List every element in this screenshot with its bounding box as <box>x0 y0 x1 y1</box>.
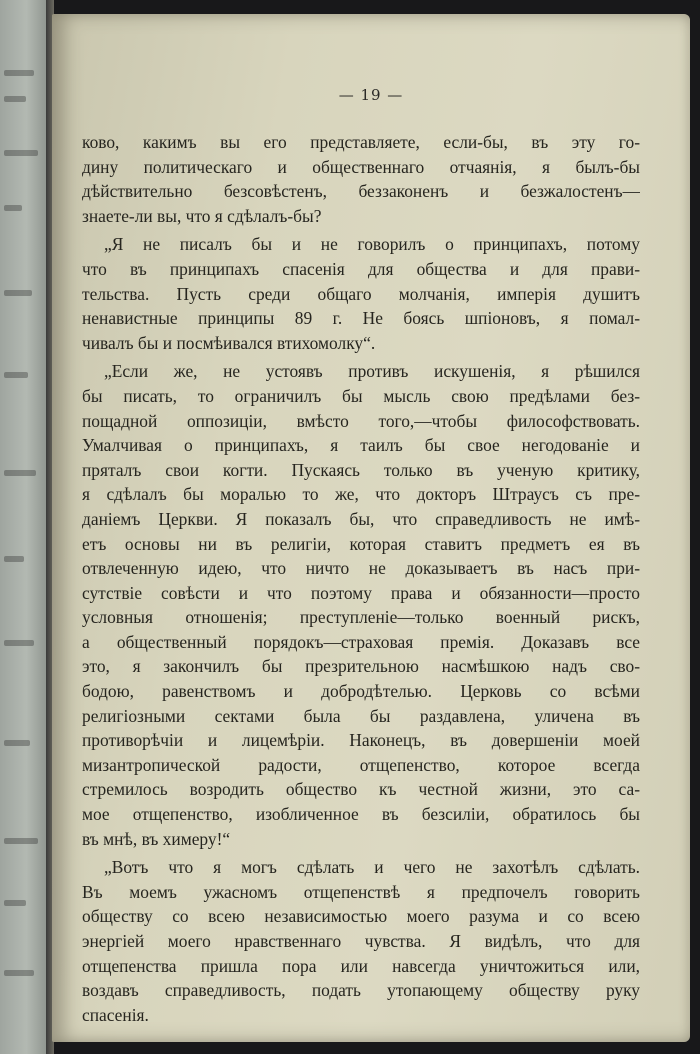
text-line: Въ моемъ ужасномъ отщепенствѣ я предпочелъ говорить <box>82 881 640 902</box>
text-line: знаете-ли вы, что я сдѣлалъ-бы? <box>82 205 322 226</box>
body-text <box>82 130 640 1027</box>
adjacent-page-edge <box>0 0 48 1054</box>
text-line: ково, какимъ вы его представляете, если-бы, въ эту го- <box>82 132 640 152</box>
text-line: пряталъ свои когти. Пускаясь только въ ученую критику, <box>82 459 640 480</box>
text-line: это, я закончилъ бы презрительною насмѣшкою надъ сво- <box>82 656 640 677</box>
text-line: бы писать, то ограничилъ бы мысль свою предѣлами без- <box>82 385 640 406</box>
adjacent-text-fragment <box>4 970 34 976</box>
text-line: ненавистные принципы 89 г. Не боясь шпіоновъ, я помал- <box>82 308 640 329</box>
adjacent-text-fragment <box>4 96 26 102</box>
book-page <box>52 14 690 1042</box>
text-line: отщепенства пришла пора или навсегда уничтожиться или, <box>82 955 640 976</box>
adjacent-text-fragment <box>4 740 30 746</box>
text-line: спасенія. <box>82 1004 149 1025</box>
text-line: даніемъ Церкви. Я показалъ бы, что справедливость не имѣ- <box>82 508 640 529</box>
adjacent-text-fragment <box>4 372 28 378</box>
text-line: религіозными сектами была бы раздавлена, уличена въ <box>82 705 640 726</box>
paragraph <box>82 855 640 1027</box>
page-number: — 19 — <box>338 86 404 104</box>
adjacent-text-fragment <box>4 205 22 211</box>
text-line: что въ принципахъ спасенія для общества и для прави- <box>82 258 640 279</box>
adjacent-text-fragment <box>4 290 32 296</box>
text-line: а общественный порядокъ—страховая премія. Доказавъ все <box>82 631 640 652</box>
paragraph <box>82 130 640 228</box>
paragraph <box>82 359 640 851</box>
adjacent-text-fragment <box>4 900 26 906</box>
text-line: условныя отношенія; преступленіе—только военный рискъ, <box>82 607 640 628</box>
adjacent-text-fragment <box>4 150 38 156</box>
text-line: чивалъ бы и посмѣивался втихомолку“. <box>82 332 376 353</box>
adjacent-text-fragment <box>4 838 38 844</box>
text-line: мое отщепенство, изобличенное въ безсиліи, обратилось бы <box>82 804 640 825</box>
text-line: „Если же, не устоявъ противъ искушенія, я рѣшился <box>104 361 640 382</box>
text-line: бодою, равенствомъ и добродѣтелью. Церковь со всѣми <box>82 681 640 702</box>
text-line: обществу со всею независимостью моего разума и со всею <box>82 906 640 927</box>
adjacent-text-fragment <box>4 470 36 476</box>
text-line: противорѣчіи и лицемѣріи. Наконецъ, въ довершеніи моей <box>82 730 640 751</box>
text-line: пощадной оппозиціи, вмѣсто того,—чтобы философствовать. <box>82 410 640 431</box>
text-line: энергіей моего нравственнаго чувства. Я видѣлъ, что для <box>82 931 640 951</box>
text-line: я сдѣлалъ бы моралью то же, что докторъ Штраусъ съ пре- <box>82 484 640 505</box>
text-line: „Вотъ что я могъ сдѣлать и чего не захотѣлъ сдѣлать. <box>104 857 640 878</box>
adjacent-text-fragment <box>4 556 24 562</box>
text-line: Умалчивая о принципахъ, я таилъ бы свое негодованіе и <box>82 435 640 456</box>
text-line: тельства. Пусть среди общаго молчанія, имперія душитъ <box>82 283 640 304</box>
text-line: въ мнѣ, въ химеру!“ <box>82 828 231 849</box>
text-line: воздавъ справедливость, подать утопающему обществу руку <box>82 980 640 1001</box>
text-line: мизантропической радости, отщепенство, которое всегда <box>82 754 640 775</box>
text-line: етъ основы ни въ религіи, которая ставитъ предметъ ея въ <box>82 533 640 554</box>
text-line: „Я не писалъ бы и не говорилъ о принципахъ, потому <box>104 234 640 255</box>
text-line: сутствіе совѣсти и что поэтому права и обязанности—просто <box>82 582 640 603</box>
text-line: дѣйствительно безсовѣстенъ, беззаконенъ и безжалостенъ— <box>82 181 640 202</box>
text-line: стремилось возродить общество къ честной жизни, это са- <box>82 779 640 800</box>
paragraph <box>82 232 640 355</box>
adjacent-text-fragment <box>4 640 34 646</box>
text-line: отвлеченную идею, что ничто не доказываетъ въ насъ при- <box>82 558 640 579</box>
text-line: дину политическаго и общественнаго отчаянія, я былъ-бы <box>82 156 640 177</box>
adjacent-text-fragment <box>4 70 34 76</box>
